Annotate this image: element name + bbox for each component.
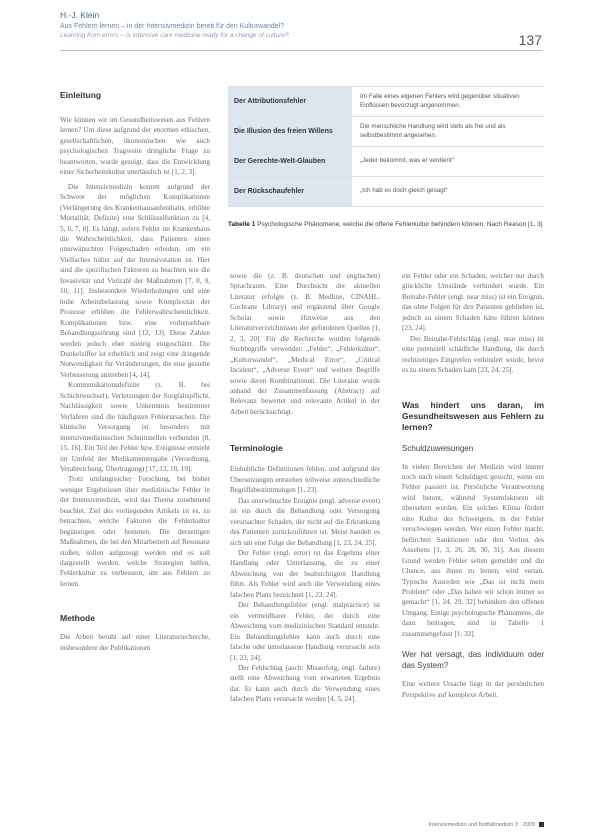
paragraph: Der Fehlschlag (auch: Misserfolg, engl. failure) stellt eine Abweichung vom erwarteten Ergebnis dar. Er kann auch durch die Verwendung eines falschen Plans verursacht werden [4, 5, 24]. (230, 663, 380, 704)
table-desc: „Jeder bekommt, was er verdient“ (360, 157, 454, 165)
column-left (60, 90, 210, 653)
section-heading-why: Was hindert uns daran, im Gesundheitswesen aus Fehlern zu lernen? (402, 399, 544, 432)
running-author: H.-J. Klein (60, 10, 100, 20)
table-row (228, 177, 544, 207)
running-subtitle: Learning from errors – is intensive care medicine ready for a change of culture? (60, 32, 289, 39)
table-desc: „Ich hab es doch gleich gesagt“ (360, 187, 448, 195)
table-caption (228, 220, 544, 229)
table-label: Die Illusion des freien Willens (228, 117, 352, 146)
paragraph: Der Fehler (engl. error) ist das Ergebnis einer Handlung oder Unterlassung, die zu einer Abweichung von der beabsichtigten Handlung führt. Als Fehler wird auch die Verwendung eines falschen Plans bezeichnet [1, 23, 24]. (230, 548, 380, 599)
paragraph: Wie können wir im Gesundheitswesen aus Fehlern lernen? Um diese aufgrund der enormen ethischen, gesellschaftlichen, ökonomischen wie auch psychologischen Tragweite dringliche Frage zu beantworten, wurde gezeigt, dass die Entwicklung einer Sicherheitskultur unerlässlich ist [1, 2, 3]. (60, 116, 210, 177)
table-row (228, 147, 544, 177)
column-right (402, 271, 544, 700)
paragraph: sowie die (z. B. deutschen und englischen) Sprachraum. Eine Durchsicht der aktuellen Literatur erfolgte (z. B. Medline, CINAHL, Cochrane Library) und ergänzend über Google Scholar sowie Hinweise aus den Literaturverzeichnissen der gefundenen Quellen [1, 2, 3, 20]. Für die Recherche wurden folgende Suchbegriffe verwendet: „Fehler“, „Fehlerkultur“, „Kulturwandel“, „Medical Error“, „Critical Incident“, „Adverse Event“ und weitere Begriffe sowie deren Kombinationen. Die Literatur wurde anhand der Zusammenfassung (Abstract) auf Relevanz bewertet und relevante Artikel in der Arbeit berücksichtigt. (230, 272, 380, 416)
caption-label: Tabelle 1 (228, 221, 256, 228)
table-desc: Im Falle eines eigenen Fehlers wird gegenüber situativen Einflüssen bevorzugt angenommen. (360, 93, 520, 109)
section-heading-introduction: Einleitung (60, 90, 102, 100)
section-heading-method: Methode (60, 613, 95, 624)
paragraph: Trotz umfangreicher Forschung, bei bisher weniger Ergebnissen über medizinische Fehler in der Intensivmedizin, wird das Thema zunehmend beachtet. Ziel des vorliegenden Artikels ist es, zu betrachten, welche Faktoren die Fehlerkultur begünstigen oder hemmen. Die derzeitigen Maßnahmen, die bei den Mitarbeitern auf Resonanz stoßen, sollen aufgezeigt werden und es soll dargestellt werden, welche Strategien helfen, Fehlerkultur zu verbessern, um aus Fehlern zu lernen. (60, 475, 210, 588)
running-title: Aus Fehlern lernen – in der Intensivmedizin bereit für den Kulturwandel? (60, 23, 285, 30)
paragraph: Der Beinahe-Fehlschlag (engl. near miss) ist eine potenziell schädliche Handlung, die durch rechtzeitiges Eingreifen verhindert wurde, bevor es zu einem Schaden kam [23, 24, 25]. (402, 334, 544, 375)
paragraph: Das unerwünschte Ereignis (engl. adverse event) ist ein durch die Behandlung oder Versorgung verursachter Schaden, der nicht auf die Erkrankung des Patienten zurückzuführen ist. Meist handelt es sich um eine Folge der Behandlung [1, 23, 24, 25]. (230, 496, 380, 547)
phenomena-table (228, 86, 544, 207)
table-label: Der Gerechte-Welt-Glauben (228, 147, 352, 176)
table-label: Der Rückschaufehler (228, 177, 352, 206)
paragraph: Einheitliche Definitionen fehlen, und aufgrund der Übersetzungen entstehen teilweise unterschiedliche Begriffsbestimmungen [1, 23]. (230, 465, 380, 495)
footer-text: Intensivmedizin und Notfallmedizin 3 · 2009 (428, 822, 535, 828)
table-row (228, 86, 544, 117)
page-number: 137 (518, 32, 542, 48)
paragraph: Die Intensivmedizin kommt aufgrund der Schwere der möglichen Komplikationen (Verlängerung des Krankenhausaufenthalts, erhöhte Mortalität, Defizite) eine Schlüsselfunktion zu [4, 5, 6, 7, 8]. Es hängt, sofern Fehler im Krankenhaus die Wahrscheinlichkeit, dass Patienten einen unerwünschten Folgeschaden erleiden, um ein Vielfaches höher auf der Intensivstation ist. Hier sind die spezifischen Faktoren zu beachten wie die Invasivität und Vielzahl der Maßnahmen [7, 8, 9, 10, 11]. Insbesondere Wiederholungen und eine hohe Arbeitsbelastung sowie Komplexität der Prozesse erhöhen die Fehlerwahrscheinlichkeit. Komplikationen bzw. eine vorhersehbare Behandlungsstörung sind [12, 13]. Diese Zahlen werden jedoch eher niedrig eingeschätzt. Die Dunkelziffer ist erheblich und zeigt eine dringende Notwendigkeit für Veränderungen, die eine gezielte Verbesserung anstreben [4, 14]. (60, 182, 210, 379)
footer-square-icon (539, 822, 544, 827)
paragraph: Die Arbeit beruht auf einer Literaturrecherche, insbesondere der Publikationen (60, 633, 210, 652)
paragraph: Eine weitere Ursache liegt in der persönlichen Perspektive auf komplexe Arbeit. (402, 680, 544, 699)
paragraph: Kommunikationsdefizite (z. B. bei Schichtwechsel), Verletzungen der Sorgfaltspflicht, Nachlässigkeit sowie Unkenntnis bestimmter Verfahren sind die häufigsten Fehlerursachen. Die klinische Versorgung ist besonders mit intensivmedizinischen Schnittstellen verbunden [8, 15, 16]. Ein Teil der Fehler bzw. Ereignisse entsteht im Umfeld der Medikamentengabe (Verordnung, Verabreichung, Übertragung) [17, 13, 18, 19]. (60, 381, 210, 473)
subheading-individual-or-system: Wer hat versagt, das Individuum oder das System? (402, 650, 544, 671)
table-desc: Die menschliche Handlung wird stets als frei und als selbstbestimmt angesehen. (360, 123, 506, 139)
paragraph: In vielen Bereichen der Medizin wird immer noch nach einem Schuldigen gesucht, wenn ein Fehler passiert ist. Persönliche Verantwortung wird betont, während Systemfaktoren oft übersehen werden. Ein solches Klima fördert eine Kultur des Schweigens, in der Fehler verschwiegen werden. Wer einen Fehler macht, befürchtet Sanktionen oder den Verlust des Ansehens [1, 3, 26, 28, 30, 31]. Aus diesem Grund werden Fehler selten gemeldet und die Chance, aus ihnen zu lernen, wird vertan. Typische Ausreden wie „Das ist nicht mein Problem“ oder „Das haben wir schon immer so gemacht“ [1, 24, 29, 32] behindern den offenen Umgang. Einige psychologische Phänomene, die dazu beitragen, sind in Tabelle 1 zusammengefasst [1, 32]. (402, 462, 544, 638)
table-row (228, 117, 544, 147)
table-label: Der Attributionsfehler (228, 87, 352, 116)
section-heading-terminology: Terminologie (230, 443, 283, 454)
column-middle (230, 271, 380, 705)
paragraph: Der Behandlungsfehler (engl. malpractice) ist ein vermeidbarer Fehler, der durch eine Abweichung vom medizinischen Standard entsteht. Ein Behandlungsfehler kann auch durch eine falsche oder unterlassene Handlung verursacht sein [1, 23, 24]. (230, 601, 380, 662)
page-footer (429, 822, 544, 828)
subheading-blame: Schuldzuweisungen (402, 443, 474, 453)
page-header (60, 10, 542, 48)
paragraph: ein Fehler oder ein Schaden, welcher nur durch glückliche Umstände verhindert wurde. Ein Beinahe-Fehler (engl. near miss) ist ein Ereignis, das ohne Folgen für den Patienten geblieben ist, jedoch zu einem Schaden hätte führen können [23, 24]. (402, 272, 544, 333)
header-rule (60, 50, 542, 51)
caption-text: Psychologische Phänomene, welche die offene Fehlerkultur behindern können. Nach Reason [1, 3] (257, 221, 543, 228)
